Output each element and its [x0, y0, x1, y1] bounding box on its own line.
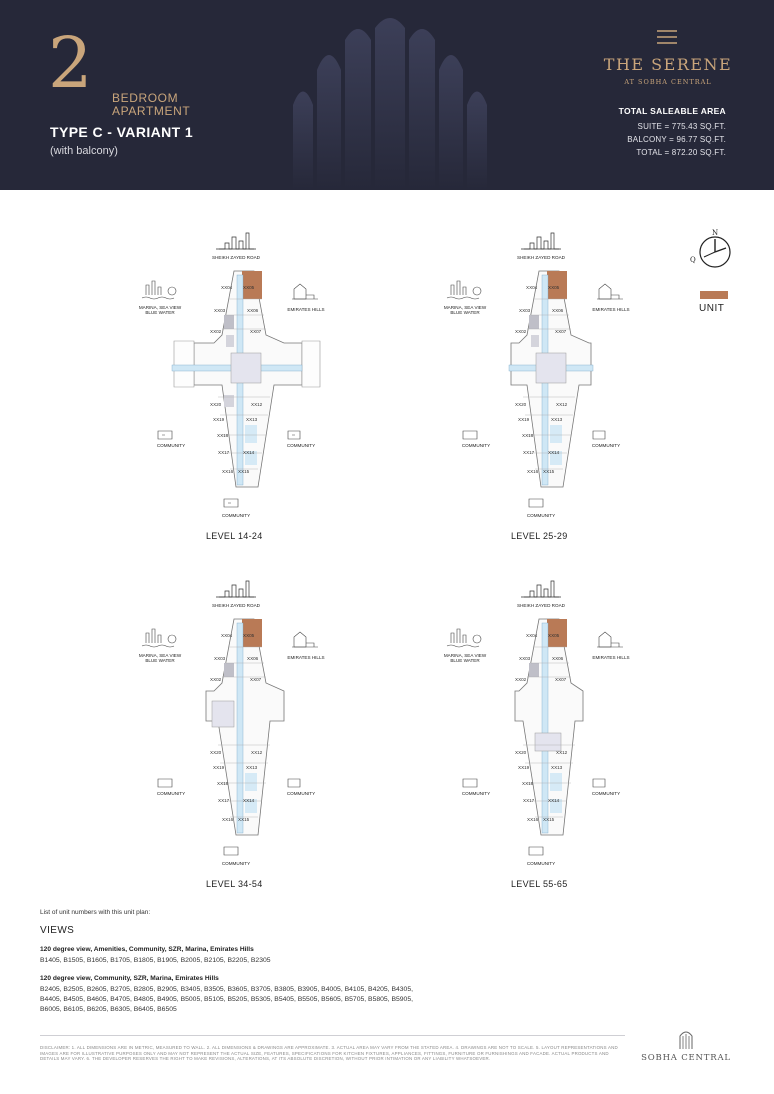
- brand-title: THE SERENE: [603, 55, 733, 74]
- brand-subtitle: AT SOBHA CENTRAL: [624, 78, 712, 86]
- unit-label: XX13: [551, 765, 563, 770]
- marina-label-line2: BLUE WATER: [145, 658, 175, 663]
- footer-brand: SOBHA CENTRAL: [641, 1053, 731, 1063]
- balcony-note: (with balcony): [50, 145, 118, 157]
- compass-icon: [690, 228, 740, 273]
- community-label-left: COMMUNITY: [461, 443, 491, 448]
- unit-label: XX13: [246, 765, 258, 770]
- view-group-2-heading: 120 degree view, Community, SZR, Marina, Emirates Hills: [40, 975, 219, 982]
- marina-label: [439, 305, 491, 315]
- community-label-left: COMMUNITY: [156, 443, 186, 448]
- unit-label: XX13: [246, 417, 258, 422]
- divider: [40, 1035, 625, 1036]
- unit-label: XX02: [515, 677, 527, 682]
- unit-label: XX16: [222, 469, 234, 474]
- view-group-1-heading: 120 degree view, Amenities, Community, SZR, Marina, Emirates Hills: [40, 946, 254, 953]
- header-banner: [0, 0, 774, 190]
- unit-label: XX16: [527, 469, 539, 474]
- marina-label-line2: BLUE WATER: [450, 310, 480, 315]
- compass-q: Q: [690, 256, 696, 264]
- floor-plan-drawing: [411, 573, 671, 903]
- bedroom-label: BEDROOM: [112, 91, 179, 105]
- unit-label: XX17: [218, 450, 230, 455]
- unit-label: XX20: [515, 402, 527, 407]
- marina-label-line2: BLUE WATER: [145, 310, 175, 315]
- unit-label: XX04: [526, 285, 538, 290]
- sobha-logo-icon: [678, 1030, 694, 1050]
- unit-label: XX16: [527, 817, 539, 822]
- unit-label: XX14: [548, 798, 560, 803]
- compass-n: N: [712, 229, 719, 237]
- unit-label: XX02: [210, 329, 222, 334]
- level-label: LEVEL 14-24: [206, 531, 263, 541]
- unit-label: XX04: [221, 285, 233, 290]
- community-label-right: COMMUNITY: [591, 443, 621, 448]
- floor-plan-4: [411, 573, 671, 903]
- unit-label: XX03: [519, 656, 531, 661]
- community-label-right: COMMUNITY: [591, 791, 621, 796]
- unit-label: XX15: [543, 469, 555, 474]
- unit-label: XX02: [515, 329, 527, 334]
- view-group-2-units: B2405, B2505, B2605, B2705, B2805, B2905, B3405, B3505, B3605, B3705, B3805, B3905, B4005, B4105, B4205, B4305, B4405, B4505, B4605, B4705, B4805, B4905, B5005, B5105, B5205, B5305, B5405, B5505, B5605, B5705, B5805, B5905, B6005, B6105, B6205, B6305, B6405, B6505: [40, 986, 414, 1013]
- emirates-label: EMIRATES HILLS: [287, 655, 325, 660]
- community-label-bottom: COMMUNITY: [526, 513, 556, 518]
- unit-label: XX04: [526, 633, 538, 638]
- unit-label: XX05: [243, 285, 255, 290]
- unit-label: XX03: [214, 656, 226, 661]
- skyline-icon: [216, 233, 256, 249]
- emirates-label: EMIRATES HILLS: [592, 655, 630, 660]
- community-label-bottom: COMMUNITY: [221, 861, 251, 866]
- disclaimer-text: DISCLAIMER: 1. ALL DIMENSIONS ARE IN METRIC, MEASURED TO WALL. 2. ALL DIMENSIONS & DRAWINGS ARE APPROXIMATE. 3. ACTUAL AREA MAY VARY FROM THE STATED AREA. 4. DRAWINGS ARE NOT TO SCALE. 5. LAYOUT REPRESENTATIONS AND IMAGES ARE FOR ILLUSTRATIVE PURPOSES ONLY AND MAY NOT REPRESENT THE ACTUAL SIZE, FEATURES, SPECIFICATIONS FOR KITCHEN FIXTURES, APPLIANCES, FITTINGS, FURNITURE OR FURNISHINGS AND FACADE. ACTUAL PRODUCTS AND DETAILS MAY VARY. 6. THE DEVELOPER RESERVES THE RIGHT TO MAKE REVISIONS, ALTERATIONS, AT ITS ABSOLUTE DISCRETION, WITHOUT PRIOR INTIMATION OR ANY LIABILITY WHATSOEVER.: [40, 1045, 618, 1062]
- unit-label: XX07: [250, 329, 262, 334]
- unit-label: XX17: [523, 798, 535, 803]
- community-label-left: COMMUNITY: [156, 791, 186, 796]
- unit-legend-swatch: [700, 291, 728, 299]
- marina-label-line1: MARINA, SEA VIEW: [138, 653, 182, 658]
- unit-label: XX19: [518, 765, 530, 770]
- unit-label: XX20: [515, 750, 527, 755]
- unit-label: XX12: [556, 750, 568, 755]
- marina-label: [134, 305, 186, 315]
- unit-label: XX15: [238, 469, 250, 474]
- apartment-label: [112, 92, 190, 118]
- unit-label: XX03: [519, 308, 531, 313]
- unit-type: TYPE C - VARIANT 1: [50, 124, 194, 140]
- level-label: LEVEL 55-65: [511, 879, 568, 889]
- road-label: SHEIKH ZAYED ROAD: [517, 603, 565, 608]
- marina-label-line2: BLUE WATER: [450, 658, 480, 663]
- unit-label: XX17: [218, 798, 230, 803]
- total-area: TOTAL = 872.20 SQ.FT.: [636, 148, 726, 157]
- floor-plan-drawing: [411, 225, 671, 555]
- marina-label-line1: MARINA, SEA VIEW: [443, 653, 487, 658]
- bedroom-count: 2: [48, 22, 93, 104]
- community-label-bottom: COMMUNITY: [221, 513, 251, 518]
- unit-label: XX04: [221, 633, 233, 638]
- apartment-word: APARTMENT: [112, 104, 191, 118]
- unit-label: XX13: [551, 417, 563, 422]
- floor-plan-drawing: [106, 225, 366, 555]
- floor-plan-1: [106, 225, 366, 555]
- unit-label: XX19: [213, 765, 225, 770]
- unit-list-intro: List of unit numbers with this unit plan:: [40, 909, 151, 916]
- unit-label: XX12: [556, 402, 568, 407]
- community-label-left: COMMUNITY: [461, 791, 491, 796]
- unit-label: XX03: [214, 308, 226, 313]
- unit-label: XX12: [251, 750, 263, 755]
- unit-label: XX06: [247, 656, 259, 661]
- floor-plan-drawing: [106, 573, 366, 903]
- marina-label: [439, 653, 491, 663]
- unit-label: XX06: [552, 656, 564, 661]
- unit-label: XX06: [247, 308, 259, 313]
- unit-label: XX17: [523, 450, 535, 455]
- road-label: SHEIKH ZAYED ROAD: [212, 255, 260, 260]
- view-group-1-units: B1405, B1505, B1605, B1705, B1805, B1905, B2005, B2105, B2205, B2305: [40, 957, 271, 964]
- floor-plan-3: [106, 573, 366, 903]
- community-label-right: COMMUNITY: [286, 443, 316, 448]
- unit-label: XX07: [555, 329, 567, 334]
- unit-label: XX07: [250, 677, 262, 682]
- unit-label: XX19: [518, 417, 530, 422]
- floor-plan-2: [411, 225, 671, 555]
- community-label-right: COMMUNITY: [286, 791, 316, 796]
- marina-icon: [142, 281, 176, 299]
- emirates-icon: [292, 284, 318, 299]
- emirates-label: EMIRATES HILLS: [592, 307, 630, 312]
- unit-label: XX14: [548, 450, 560, 455]
- unit-label: XX18: [217, 433, 229, 438]
- unit-legend-label: UNIT: [699, 303, 725, 314]
- views-heading: VIEWS: [40, 925, 75, 936]
- unit-label: XX05: [243, 633, 255, 638]
- road-label: SHEIKH ZAYED ROAD: [212, 603, 260, 608]
- unit-label: XX02: [210, 677, 222, 682]
- road-label: SHEIKH ZAYED ROAD: [517, 255, 565, 260]
- marina-label: [134, 653, 186, 663]
- unit-label: XX06: [552, 308, 564, 313]
- level-label: LEVEL 25-29: [511, 531, 568, 541]
- unit-label: XX20: [210, 402, 222, 407]
- marina-label-line1: MARINA, SEA VIEW: [443, 305, 487, 310]
- unit-label: XX12: [251, 402, 263, 407]
- emirates-label: EMIRATES HILLS: [287, 307, 325, 312]
- level-label: LEVEL 34-54: [206, 879, 263, 889]
- unit-label: XX18: [522, 781, 534, 786]
- unit-label: XX20: [210, 750, 222, 755]
- unit-label: XX05: [548, 285, 560, 290]
- unit-label: XX14: [243, 798, 255, 803]
- unit-label: XX15: [238, 817, 250, 822]
- unit-label: XX14: [243, 450, 255, 455]
- community-label-bottom: COMMUNITY: [526, 861, 556, 866]
- unit-label: XX07: [555, 677, 567, 682]
- unit-label: XX18: [522, 433, 534, 438]
- balcony-area: BALCONY = 96.77 SQ.FT.: [627, 135, 726, 144]
- arch-pattern-decoration: [285, 10, 495, 190]
- unit-label: XX05: [548, 633, 560, 638]
- area-title: TOTAL SALEABLE AREA: [618, 106, 726, 116]
- unit-label: XX15: [543, 817, 555, 822]
- marina-label-line1: MARINA, SEA VIEW: [138, 305, 182, 310]
- suite-area: SUITE = 775.43 SQ.FT.: [637, 122, 726, 131]
- serene-logo-icon: [655, 28, 679, 46]
- unit-label: XX19: [213, 417, 225, 422]
- unit-label: XX16: [222, 817, 234, 822]
- unit-label: XX18: [217, 781, 229, 786]
